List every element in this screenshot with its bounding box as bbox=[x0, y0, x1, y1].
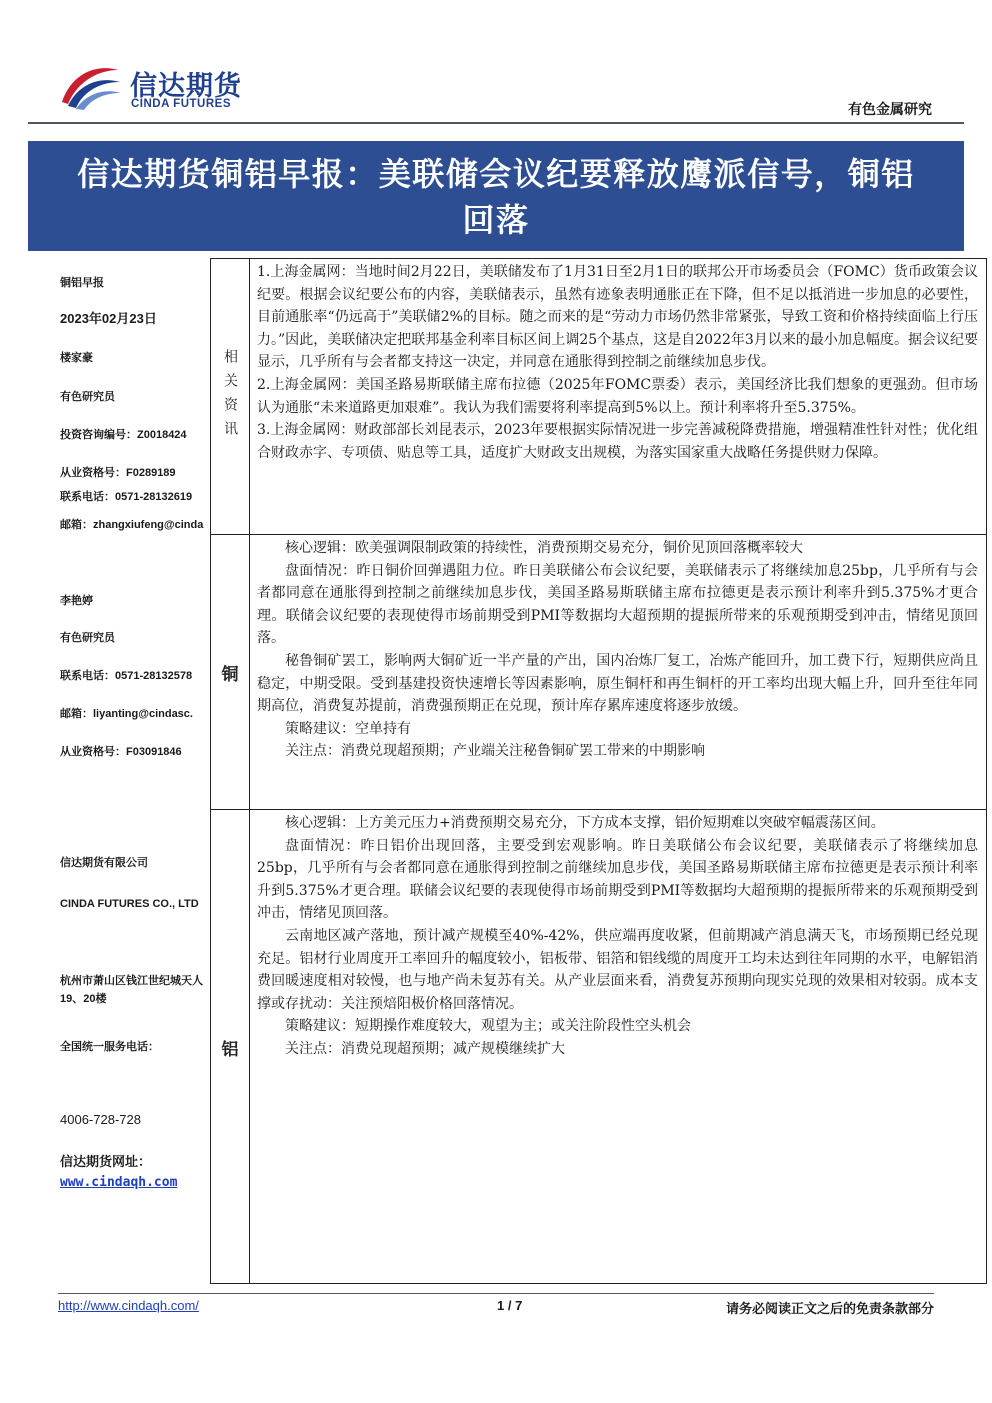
company-name-cn: 信达期货有限公司 bbox=[60, 857, 148, 869]
company-address: 杭州市萧山区钱江世纪城天人19、20楼 bbox=[60, 975, 203, 1005]
hotline-label: 全国统一服务电话： bbox=[60, 1041, 159, 1053]
footer-disclaimer: 请务必阅读正文之后的免责条款部分 bbox=[725, 1301, 934, 1316]
header-divider bbox=[28, 122, 964, 124]
report-category: 有色金属研究 bbox=[848, 101, 932, 117]
copper-text bbox=[257, 537, 978, 763]
analyst1-cert: 从业资格号：F0289189 bbox=[60, 467, 176, 479]
analyst2-email: 邮箱：liyanting@cindasc. bbox=[60, 708, 193, 720]
copper-core-logic: 核心逻辑：欧美强调限制政策的持续性，消费预期交易充分，铜价见顶回落概率较大 bbox=[285, 540, 803, 556]
page-title-line1: 信达期货铜铝早报：美联储会议纪要释放鹰派信号，铜铝 bbox=[77, 155, 915, 193]
analyst1-phone: 联系电话：0571-28132619 bbox=[60, 491, 193, 503]
aluminum-core-logic: 核心逻辑：上方美元压力+消费预期交易充分，下方成本支撑，铝价短期难以突破窄幅震荡区间。 bbox=[285, 815, 885, 831]
report-date: 2023年02月23日 bbox=[60, 311, 157, 326]
news-item-2: 2.上海金属网：美国圣路易斯联储主席布拉德（2025年FOMC票委）表示，美国经济比我们想象的更强劲。但市场认为通胀“未来道路更加艰难”。我认为我们需要将利率提高到5%以上。预计利率将升至5.375%。 bbox=[257, 376, 978, 416]
news-label-cell bbox=[211, 259, 250, 534]
footer-divider bbox=[58, 1293, 934, 1294]
copper-strategy: 策略建议：空单持有 bbox=[285, 720, 411, 737]
analyst1-email: 邮箱：zhangxiufeng@cinda bbox=[60, 519, 204, 531]
title-banner bbox=[28, 141, 964, 251]
cinda-logo-mark-icon bbox=[58, 62, 122, 112]
copper-label-cell bbox=[211, 535, 250, 810]
analyst2-name: 李艳婷 bbox=[60, 595, 93, 607]
analyst1-name: 楼家豪 bbox=[60, 352, 93, 364]
copper-fundamentals: 秘鲁铜矿罢工，影响两大铜矿近一半产量的产出，国内冶炼厂复工，冶炼产能回升，加工费下行，短期供应尚且稳定，中期受限。受到基建投资快速增长等因素影响，原生铜杆和再生铜杆的开工率均出现大幅上升，回升至往年同期高位，消费复苏提前，消费强预期正在兑现，预计库存累库速度将逐步放缓。 bbox=[257, 652, 978, 715]
page-number: 1 / 7 bbox=[497, 1298, 523, 1313]
analyst1-title: 有色研究员 bbox=[60, 391, 115, 403]
analyst1-consult-id: 投资咨询编号：Z0018424 bbox=[60, 429, 187, 441]
copper-market: 盘面情况：昨日铜价回弹遇阻力位。昨日美联储公布会议纪要，美联储表示了将继续加息25bp，几乎所有与会者都同意在通胀得到控制之前继续加息步伐，美国圣路易斯联储主席布拉德更是表示预计利率升到5.375%才更合理。联储会议纪要的表现使得市场前期受到PMI等数据均大超预期的提振所带来的乐观预期受到冲击，情绪见顶回落。 bbox=[257, 562, 978, 647]
news-item-3: 3.上海金属网：财政部部长刘昆表示，2023年要根据实际情况进一步完善减税降费措施，增强精准性针对性；优化组合财政赤字、专项债、贴息等工具，适度扩大财政支出规模，为落实国家重大战略任务提供财力保障。 bbox=[257, 422, 978, 461]
copper-row bbox=[211, 534, 986, 810]
analyst2-phone: 联系电话：0571-28132578 bbox=[60, 670, 193, 682]
aluminum-fundamentals: 云南地区减产落地，预计减产规模至40%-42%，供应端再度收紧，但前期减产消息满天飞，市场预期已经兑现充足。铝材行业周度开工率回升的幅度较小，铝板带、铝箔和铝线缆的周度开工均未达到往年同期的水平，电解铝消费回暖速度相对较慢，也与地产尚未复苏有关。从产业层面来看，消费复苏预期向现实兑现的效果相对较弱。成本支撑或存扰动：关注预焙阳极价格回落情况。 bbox=[257, 927, 978, 1012]
aluminum-label: 铝 bbox=[221, 1039, 239, 1060]
aluminum-strategy: 策略建议：短期操作难度较大，观望为主；或关注阶段性空头机会 bbox=[285, 1018, 691, 1035]
aluminum-label-cell bbox=[211, 810, 250, 1284]
company-logo bbox=[58, 58, 258, 118]
report-type: 铜铝早报 bbox=[60, 277, 104, 289]
news-text bbox=[257, 261, 978, 464]
company-name-en: CINDA FUTURES CO., LTD bbox=[60, 898, 199, 910]
analyst2-cert: 从业资格号：F03091846 bbox=[60, 746, 182, 758]
aluminum-text bbox=[257, 812, 978, 1061]
analyst2-title: 有色研究员 bbox=[60, 632, 115, 644]
copper-watch: 关注点：消费兑现超预期；产业端关注秘鲁铜矿罢工带来的中期影响 bbox=[285, 743, 705, 760]
website-link[interactable]: www.cindaqh.com bbox=[60, 1175, 178, 1190]
news-row bbox=[211, 259, 986, 534]
logo-text-cn: 信达期货 bbox=[130, 71, 242, 101]
news-label: 相关资讯 bbox=[222, 348, 238, 445]
copper-label: 铜 bbox=[221, 665, 239, 685]
aluminum-market: 盘面情况：昨日铝价出现回落，主要受到宏观影响。昨日美联储公布会议纪要，美联储表示了将继续加息25bp，几乎所有与会者都同意在通胀得到控制之前继续加息步伐，美国圣路易斯联储主席布拉德更是表示预计利率升到5.375%才更合理。联储会议纪要的表现使得市场前期受到PMI等数据均大超预期的提振所带来的乐观预期受到冲击，情绪见顶回落。 bbox=[257, 837, 978, 922]
news-item-1: 1.上海金属网：当地时间2月22日，美联储发布了1月31日至2月1日的联邦公开市场委员会（FOMC）货币政策会议纪要。根据会议纪要公布的内容，美联储表示，虽然有迹象表明通胀正在下降，但不足以抵消进一步加息的必要性，目前通胀率“仍远高于”美联储2%的目标。随之而来的是“劳动力市场仍然非常紧张，导致工资和价格持续面临上行压力。”因此，美联储决定把联邦基金利率目标区间上调25个基点，这是自2022年3月以来的最小加息幅度。据会议纪要显示，几乎所有与会者都支持这一决定，并同意在通胀得到控制之前继续加息步伐。 bbox=[257, 264, 978, 371]
page-title-line2: 回落 bbox=[462, 201, 530, 239]
logo-text-en: CINDA FUTURES bbox=[131, 98, 231, 110]
content-table bbox=[210, 258, 987, 1284]
footer-url-link[interactable]: http://www.cindaqh.com/ bbox=[58, 1298, 199, 1313]
aluminum-row bbox=[211, 809, 986, 1284]
aluminum-watch: 关注点：消费兑现超预期；减产规模继续扩大 bbox=[285, 1040, 565, 1057]
website-label: 信达期货网址： bbox=[60, 1154, 152, 1169]
hotline-number: 4006-728-728 bbox=[60, 1112, 141, 1127]
